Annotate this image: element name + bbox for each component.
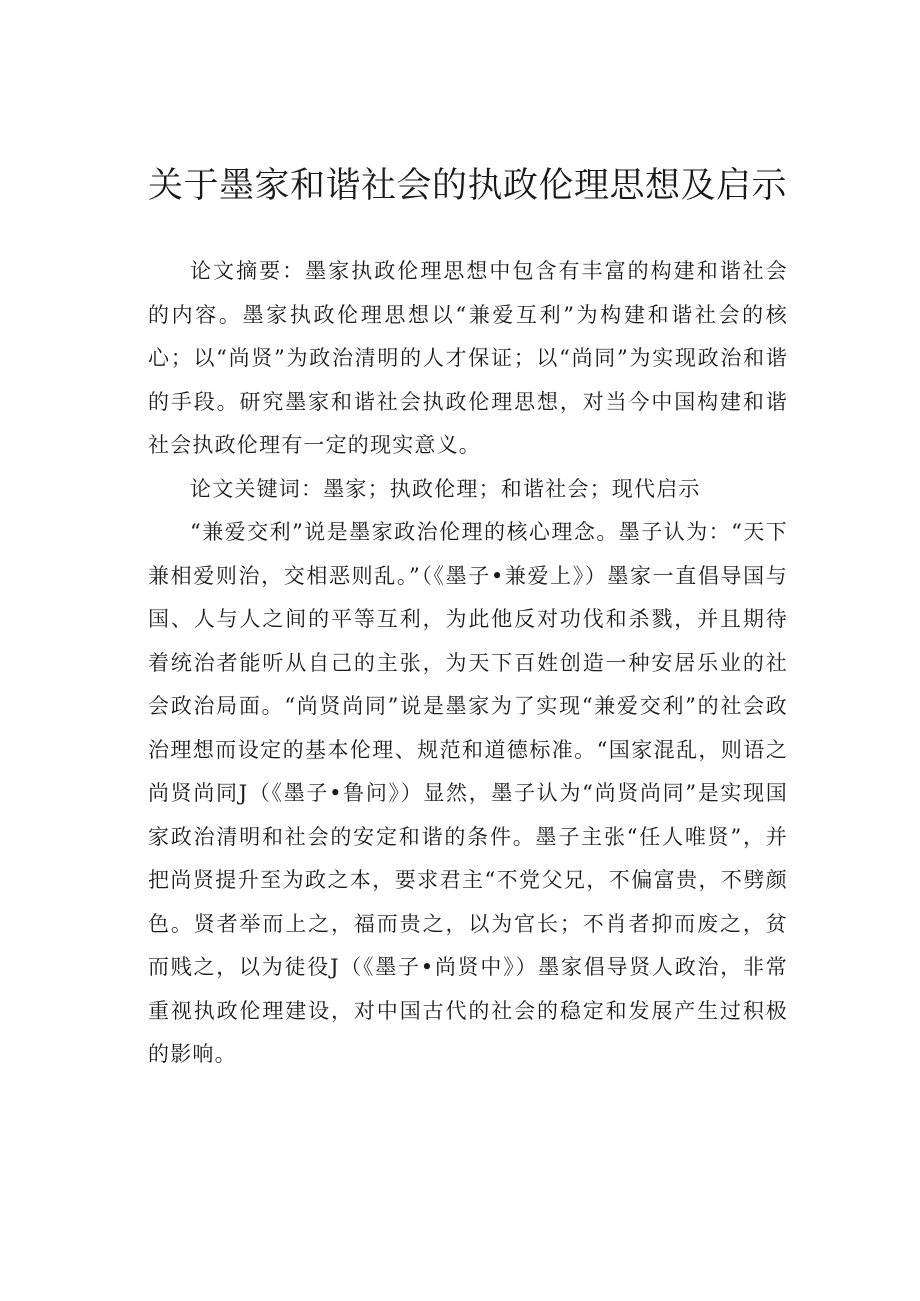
body-paragraph: “兼爱交利”说是墨家政治伦理的核心理念。墨子认为：“天下兼相爱则治，交相恶则乱。”（《墨子•兼爱上》）墨家一直倡导国与国、人与人之间的平等互利，为此他反对功伐和杀戮，并且期待着统治者能听从自己的主张，为天下百姓创造一种安居乐业的社会政治局面。“尚贤尚同”说是墨家为了实现“兼爱交利”的社会政治理想而设定的基本伦理、规范和道德标准。“国家混乱，则语之尚贤尚同J（《墨子•鲁问》）显然，墨子认为“尚贤尚同”是实现国家政治清明和社会的安定和谐的条件。墨子主张“任人唯贤”，并把尚贤提升至为政之本，要求君主“不党父兄，不偏富贵，不劈颜色。贤者举而上之，福而贵之，以为官长；不肖者抑而废之，贫而贱之，以为徒役J（《墨子•尚贤中》）墨家倡导贤人政治，非常重视执政伦理建设，对中国古代的社会的稳定和发展产生过积极的影响。 [148, 520, 788, 1066]
document-body [148, 250, 788, 1077]
keywords-paragraph: 论文关键词：墨家；执政伦理；和谐社会；现代启示 [190, 476, 701, 501]
abstract-paragraph: 论文摘要：墨家执政伦理思想中包含有丰富的构建和谐社会的内容。墨家执政伦理思想以“兼爱互利”为构建和谐社会的核心；以“尚贤”为政治清明的人才保证；以“尚同”为实现政治和谐的手段。研究墨家和谐社会执政伦理思想，对当今中国构建和谐社会执政伦理有一定的现实意义。 [148, 259, 788, 457]
document-title: 关于墨家和谐社会的执政伦理思想及启示 [148, 166, 788, 206]
